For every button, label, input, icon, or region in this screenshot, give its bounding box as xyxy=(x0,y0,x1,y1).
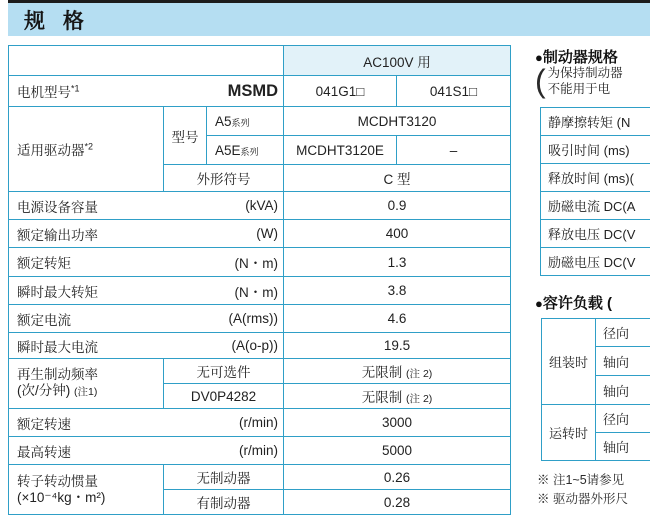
left-brace-icon: ( xyxy=(535,64,546,98)
page-title: 规 格 xyxy=(8,5,90,35)
row-label-cell: 电源设备容量 (kVA) xyxy=(9,192,284,220)
driver-label-cell: 适用驱动器$^{*2}$ xyxy=(9,107,164,192)
brake-row: 释放电压 DC(V xyxy=(541,220,650,248)
driver-a5e-value2: – xyxy=(397,136,511,165)
footnote-ref: *2 xyxy=(85,142,94,152)
section-bullet-icon: ● xyxy=(535,296,543,311)
row-label-cell: 额定输出功率 (W) xyxy=(9,220,284,248)
load-row: 轴向 xyxy=(596,347,650,376)
motor-model-label-cell xyxy=(9,76,284,107)
brake-row: 静摩擦转矩 (N xyxy=(541,108,650,136)
brake-row: 励磁电流 DC(A xyxy=(541,192,650,220)
regen-option: 无可选件 xyxy=(164,359,284,384)
inertia-label-cell: 转子转动惯量 (×10⁻⁴kg・m²) xyxy=(9,465,164,515)
regen-value: 无限制 (注 2) xyxy=(284,384,511,409)
row-label-cell: 额定转矩 (N・m) xyxy=(9,248,284,277)
row-label-cell: 瞬时最大电流 (A(o-p)) xyxy=(9,333,284,359)
load-section-heading: ●容许负载 ( xyxy=(535,292,612,313)
inertia-option: 无制动器 xyxy=(164,465,284,490)
row-label-cell: 瞬时最大转矩 (N・m) xyxy=(9,277,284,305)
voltage-header-cell: AC100V 用 xyxy=(284,46,511,76)
load-row: 径向 xyxy=(596,319,650,347)
motor-model-s: 041S1□ xyxy=(397,76,511,107)
row-value: 3.8 xyxy=(284,277,511,305)
row-value: 19.5 xyxy=(284,333,511,359)
motor-model-g: 041G1□ xyxy=(284,76,397,107)
load-table xyxy=(541,318,650,461)
note-ref: (注1) xyxy=(74,386,97,398)
frame-symbol-label: 外形符号 xyxy=(164,165,284,192)
load-row: 轴向 xyxy=(596,433,650,461)
row-value: 3000 xyxy=(284,409,511,437)
brake-spec-table xyxy=(540,107,650,276)
spec-table xyxy=(8,45,511,515)
brake-note-text: 为保持制动器 不能用于电 xyxy=(546,65,623,97)
row-label-cell: 额定转速 (r/min) xyxy=(9,409,284,437)
brake-section-heading: ●制动器规格 xyxy=(535,46,618,67)
motor-series-name: MSMD xyxy=(228,82,278,101)
brake-row: 释放时间 (ms)( xyxy=(541,164,650,192)
inertia-value: 0.26 xyxy=(284,465,511,490)
inertia-option: 有制动器 xyxy=(164,490,284,515)
driver-a5e-series-cell: A5E系列 xyxy=(207,136,284,165)
motor-model-label: 电机型号$^{*1}$ xyxy=(17,81,80,101)
page-footnotes xyxy=(537,471,628,509)
spec-table-corner-cell xyxy=(9,46,284,76)
footnote: ※ 驱动器外形尺 xyxy=(537,490,628,509)
regen-value: 无限制 (注 2) xyxy=(284,359,511,384)
row-value: 5000 xyxy=(284,437,511,465)
row-value: 0.9 xyxy=(284,192,511,220)
brake-row: 励磁电压 DC(V xyxy=(541,248,650,276)
load-row: 轴向 xyxy=(596,376,650,405)
row-value: 4.6 xyxy=(284,305,511,333)
row-value: 1.3 xyxy=(284,248,511,277)
footnote-ref: *1 xyxy=(71,84,80,94)
section-bullet-icon: ● xyxy=(535,50,543,65)
inertia-value: 0.28 xyxy=(284,490,511,515)
driver-a5-series-cell: A5系列 xyxy=(207,107,284,136)
load-row: 径向 xyxy=(596,405,650,433)
load-group-label: 组装时 xyxy=(542,319,596,405)
driver-a5-value: MCDHT3120 xyxy=(284,107,511,136)
brake-section-note xyxy=(535,64,623,98)
regen-label-cell: 再生制动频率 (次/分钟) (注1) xyxy=(9,359,164,409)
driver-a5e-value: MCDHT3120E xyxy=(284,136,397,165)
brake-row: 吸引时间 (ms) xyxy=(541,136,650,164)
row-label-cell: 最高转速 (r/min) xyxy=(9,437,284,465)
page-header xyxy=(8,3,650,36)
regen-option: DV0P4282 xyxy=(164,384,284,409)
row-label-cell: 额定电流 (A(rms)) xyxy=(9,305,284,333)
row-value: 400 xyxy=(284,220,511,248)
load-group-label: 运转时 xyxy=(542,405,596,461)
frame-symbol-value: C 型 xyxy=(284,165,511,192)
footnote: ※ 注1~5请参见 xyxy=(537,471,628,490)
driver-model-header-cell: 型号 xyxy=(164,107,207,165)
